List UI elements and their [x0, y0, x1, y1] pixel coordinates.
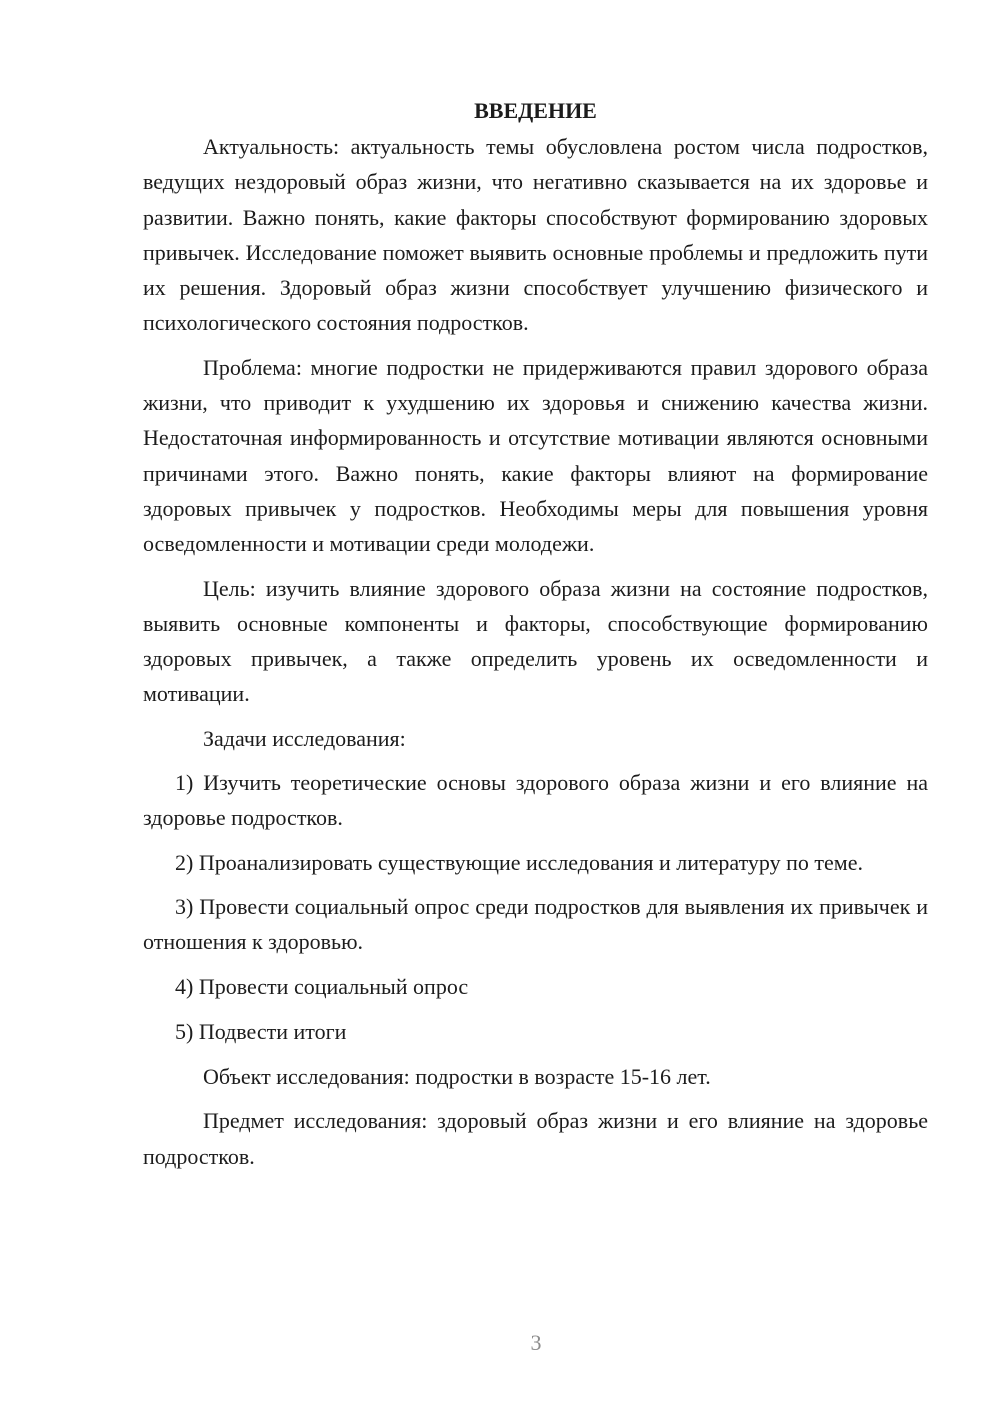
problem-paragraph: Проблема: многие подростки не придерживаются правил здорового образа жизни, что приводит к ухудшению их здоровья и снижению качества жизни. Недостаточная информированность и отсутствие мотивации являются основными причинами этого. Важно понять, какие факторы влияют на формирование здоровых привычек у подростков. Необходимы меры для повышения уровня осведомленности и мотивации среди молодежи. — [143, 354, 928, 557]
tasks-title: Задачи исследования: — [203, 725, 406, 751]
task-item-2: 2) Проанализировать существующие исследования и литературу по теме. — [175, 849, 863, 875]
object-paragraph: Объект исследования: подростки в возрасте 15-16 лет. — [203, 1064, 711, 1090]
task-item-3: 3) Провести социальный опрос среди подростков для выявления их привычек и отношения к здоровью. — [143, 893, 928, 955]
relevance-paragraph: Актуальность: актуальность темы обусловлена ростом числа подростков, ведущих нездоровый образ жизни, что негативно сказывается на их здоровье и развитии. Важно понять, какие факторы способствуют формированию здоровых привычек. Исследование поможет выявить основные проблемы и предложить пути их решения. Здоровый образ жизни способствует улучшению физического и психологического состояния подростков. — [143, 134, 928, 336]
document-page — [143, 93, 928, 1183]
goal-paragraph: Цель: изучить влияние здорового образа жизни на состояние подростков, выявить основные компоненты и факторы, способствующие формированию здоровых привычек, а также определить уровень их осведомленности и мотивации. — [143, 575, 928, 707]
task-item-4: 4) Провести социальный опрос — [175, 973, 469, 999]
task-item-1: 1) Изучить теоретические основы здорового образа жизни и его влияние на здоровье подростков. — [143, 770, 928, 831]
page-number: 3 — [530, 1330, 542, 1355]
subject-paragraph: Предмет исследования: здоровый образ жизни и его влияние на здоровье подростков. — [143, 1108, 928, 1169]
page-title: ВВЕДЕНИЕ — [474, 98, 597, 123]
task-item-5: 5) Подвести итоги — [175, 1018, 347, 1044]
